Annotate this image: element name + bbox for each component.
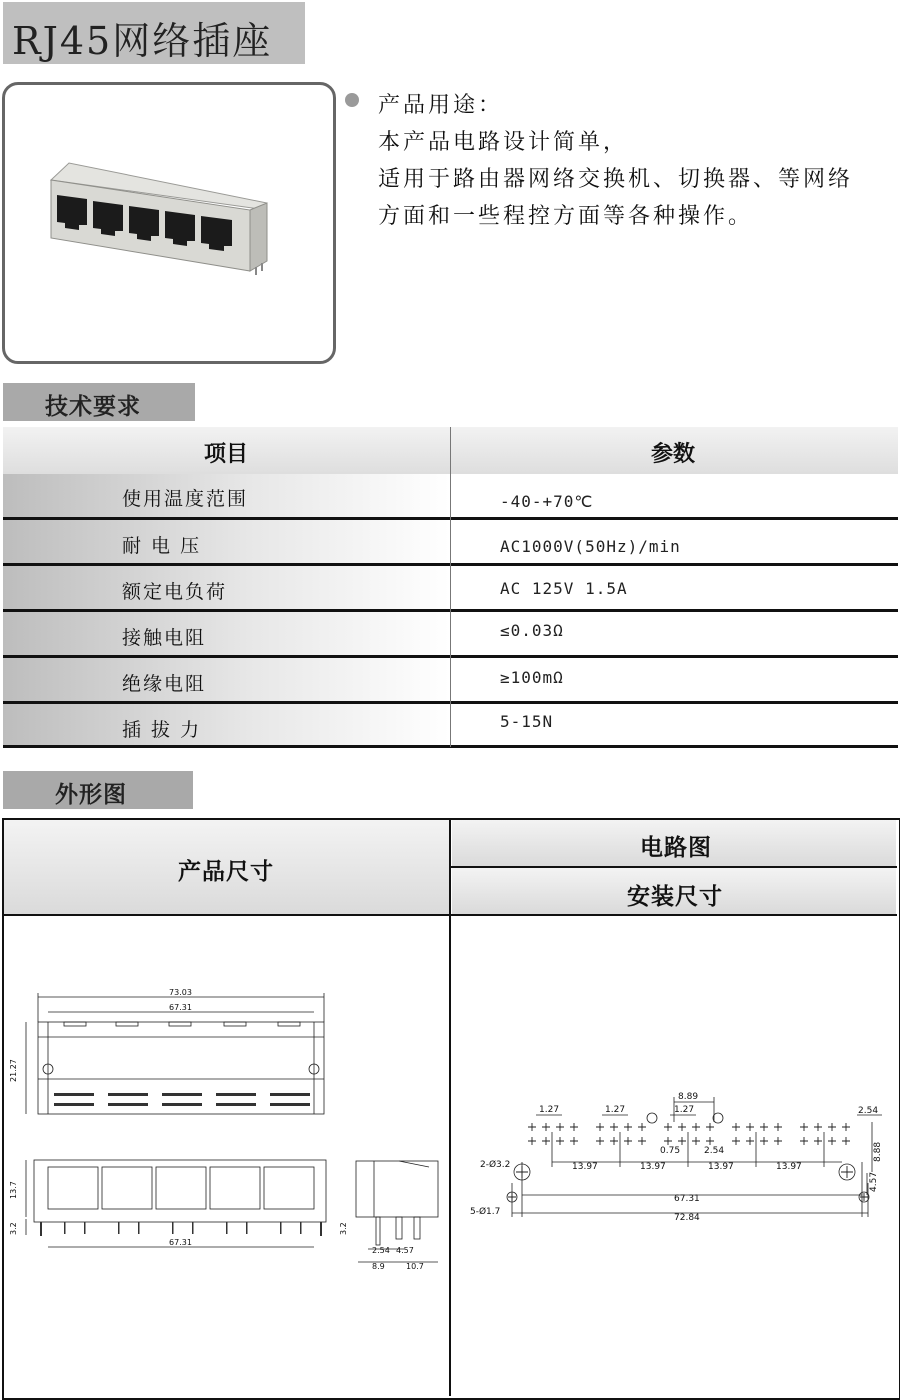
dim-top-total: 73.03 [169,988,192,997]
spec-value-insulation: ≥100mΩ [500,668,564,687]
hole-big-label: 2-Ø3.2 [480,1160,511,1170]
dim-127-c: 1.27 [674,1105,695,1115]
dim-side-height: 3.2 [339,1222,348,1235]
spec-value-voltage: AC1000V(50Hz)/min [500,537,681,556]
dim-254-mid: 2.54 [704,1146,725,1156]
spec-label-contact: 接触电阻 [122,627,207,649]
install-size-heading: 安装尺寸 [627,884,723,910]
spec-label-load: 额定电负荷 [122,581,228,603]
dim-1397-4: 13.97 [776,1162,802,1172]
spec-label-insulation: 绝缘电阻 [122,673,207,695]
outline-tab-label: 外形图 [55,782,127,808]
spec-label-voltage: 耐 电 压 [122,535,202,557]
column-divider [450,427,451,747]
dim-254-top: 2.54 [858,1106,879,1116]
circuit-diagram-heading: 电路图 [640,835,712,861]
spec-label-force: 插 拔 力 [122,719,202,741]
dim-side-bottom-a: 8.9 [372,1262,385,1271]
outline-divider-vertical [449,820,451,1396]
dim-889: 8.89 [678,1092,699,1102]
usage-line-2: 适用于路由器网络交换机、切换器、等网络 [378,167,854,192]
product-dimension-drawing [4,917,448,1395]
dim-front-height: 13.7 [9,1181,18,1199]
dim-1397-2: 13.97 [640,1162,666,1172]
dim-front-width: 67.31 [169,1238,192,1247]
install-dimension-drawing [452,917,896,1395]
outline-divider-header [2,914,897,916]
usage-line-1: 本产品电路设计简单， [378,130,629,155]
spec-row-bg [3,520,450,563]
spec-row-bg [3,658,450,701]
dim-7284: 72.84 [674,1213,700,1223]
page-title: RJ45网络插座 [12,19,273,63]
dim-457: 4.57 [869,1171,879,1192]
spec-row-bg [3,704,450,747]
dim-front-bottom: 3.2 [9,1222,18,1235]
spec-value-load: AC 125V 1.5A [500,579,628,598]
usage-line-3: 方面和一些程控方面等各种操作。 [378,204,754,229]
product-photo-frame [2,82,336,364]
spec-col-param: 参数 [651,442,696,467]
dim-1397-3: 13.97 [708,1162,734,1172]
dim-top-height: 21.27 [9,1059,18,1082]
dim-075: 0.75 [660,1146,681,1156]
dim-127-b: 1.27 [605,1105,626,1115]
bullet-icon [345,93,359,107]
dim-127-a: 1.27 [539,1105,560,1115]
dim-6731: 67.31 [674,1194,700,1204]
dim-top-inner: 67.31 [169,1003,192,1012]
product-photo [5,85,333,361]
dim-side-bottom-b: 10.7 [406,1262,424,1271]
outline-divider-mid [450,866,897,868]
spec-value-temp: -40-+70℃ [500,492,594,511]
dim-888: 8.88 [873,1141,883,1162]
dim-side-pitch: 2.54 [372,1246,390,1255]
spec-col-item: 项目 [204,442,249,467]
dim-1397-1: 13.97 [572,1162,598,1172]
spec-tab-label: 技术要求 [45,394,141,420]
spec-label-temp: 使用温度范围 [122,488,249,510]
product-size-heading: 产品尺寸 [178,859,274,885]
hole-small-label: 5-Ø1.7 [470,1207,501,1217]
spec-value-contact: ≤0.03Ω [500,621,564,640]
spec-value-force: 5-15N [500,712,554,731]
dim-side-offset: 4.57 [396,1246,414,1255]
spec-row-bg [3,612,450,655]
usage-heading: 产品用途： [378,93,504,118]
